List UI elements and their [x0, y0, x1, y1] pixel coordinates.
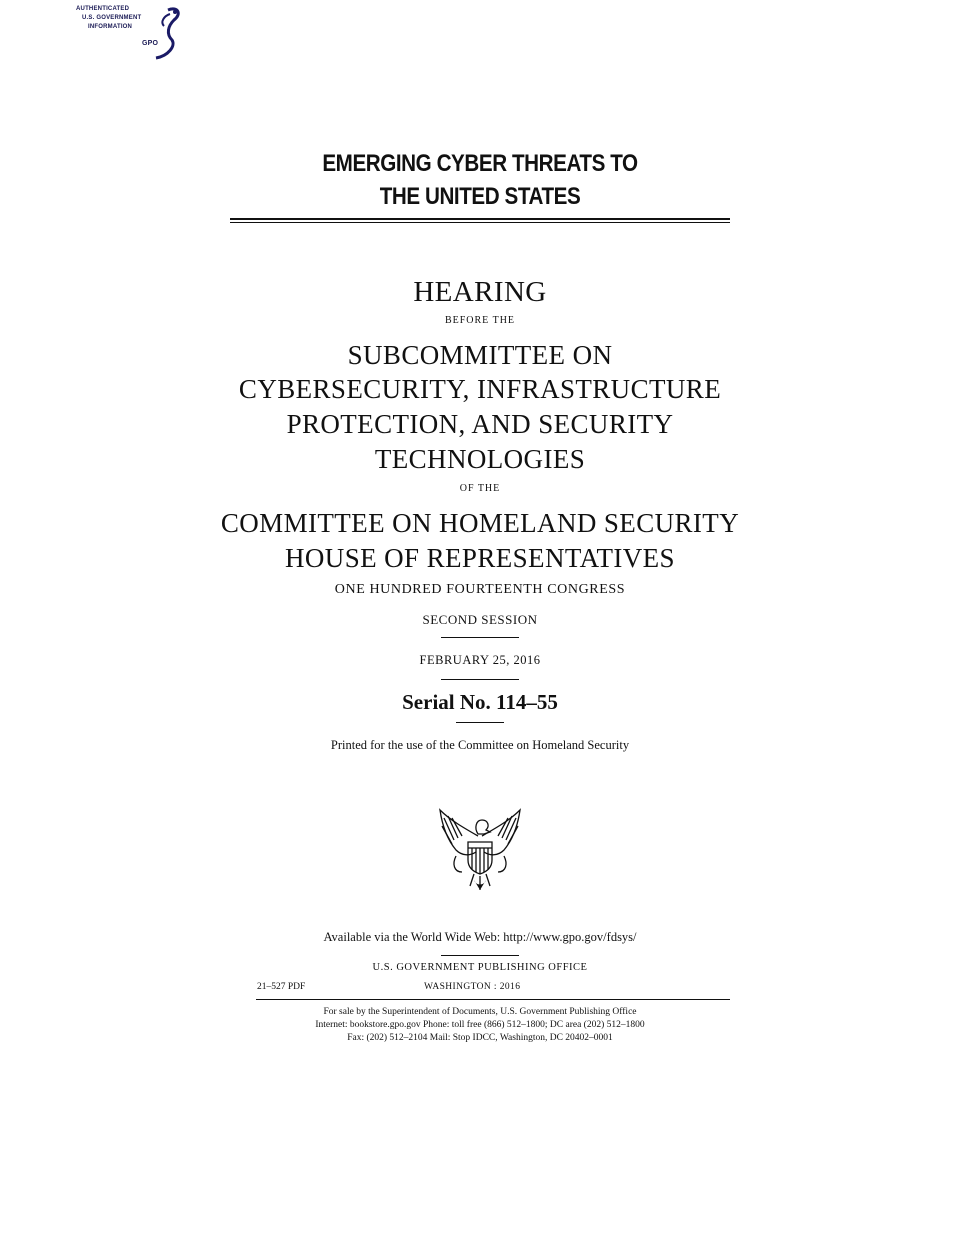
publishing-office: U.S. GOVERNMENT PUBLISHING OFFICE — [372, 962, 588, 973]
subcommittee-line-4: TECHNOLOGIES — [374, 444, 586, 474]
great-seal-eagle-icon — [434, 806, 526, 892]
gpo-authentication-seal — [70, 4, 185, 60]
serial-number: Serial No. 114–55 — [402, 690, 558, 714]
date-rule — [441, 679, 519, 680]
footer-short-rule — [441, 955, 519, 956]
congress-label: ONE HUNDRED FOURTEENTH CONGRESS — [334, 582, 626, 597]
seal-line-government: U.S. GOVERNMENT — [82, 15, 142, 21]
hearing-date: FEBRUARY 25, 2016 — [419, 653, 541, 667]
title-rule-top — [230, 218, 730, 220]
printed-for-note: Printed for the use of the Committee on Homeland Security — [330, 738, 630, 752]
sale-line-2: Internet: bookstore.gpo.gov Phone: toll free (866) 512–1800; DC area (202) 512–1800 — [315, 1020, 645, 1030]
subcommittee-line-2: CYBERSECURITY, INFRASTRUCTURE — [238, 374, 722, 404]
sale-line-1: For sale by the Superintendent of Documents, U.S. Government Publishing Office — [323, 1007, 637, 1017]
seal-line-gpo: GPO — [142, 40, 159, 47]
place-and-year: WASHINGTON : 2016 — [424, 982, 521, 992]
seal-line-information: INFORMATION — [88, 24, 133, 30]
document-number: 21–527 PDF — [257, 982, 306, 992]
subcommittee-line-3: PROTECTION, AND SECURITY — [286, 409, 674, 439]
footer-long-rule — [256, 999, 730, 1000]
sale-line-3: Fax: (202) 512–2104 Mail: Stop IDCC, Washington, DC 20402–0001 — [347, 1033, 613, 1043]
session-rule — [441, 637, 519, 638]
title-rule-bottom — [230, 222, 730, 223]
committee-line-2: HOUSE OF REPRESENTATIVES — [285, 543, 675, 573]
hearing-heading: HEARING — [413, 276, 547, 308]
eagle-swoosh-icon — [138, 4, 183, 60]
of-the-label: OF THE — [459, 483, 501, 494]
subcommittee-line-1: SUBCOMMITTEE ON — [347, 340, 613, 370]
title-line-2: THE UNITED STATES — [379, 183, 581, 210]
seal-line-authenticated: AUTHENTICATED — [76, 6, 130, 12]
before-the-label: BEFORE THE — [444, 315, 516, 326]
web-availability-note: Available via the World Wide Web: http://www.gpo.gov/fdsys/ — [323, 930, 637, 944]
committee-line-1: COMMITTEE ON HOMELAND SECURITY — [220, 508, 740, 538]
session-label: SECOND SESSION — [422, 612, 538, 627]
title-line-1: EMERGING CYBER THREATS TO — [322, 150, 638, 177]
serial-rule — [456, 722, 504, 723]
